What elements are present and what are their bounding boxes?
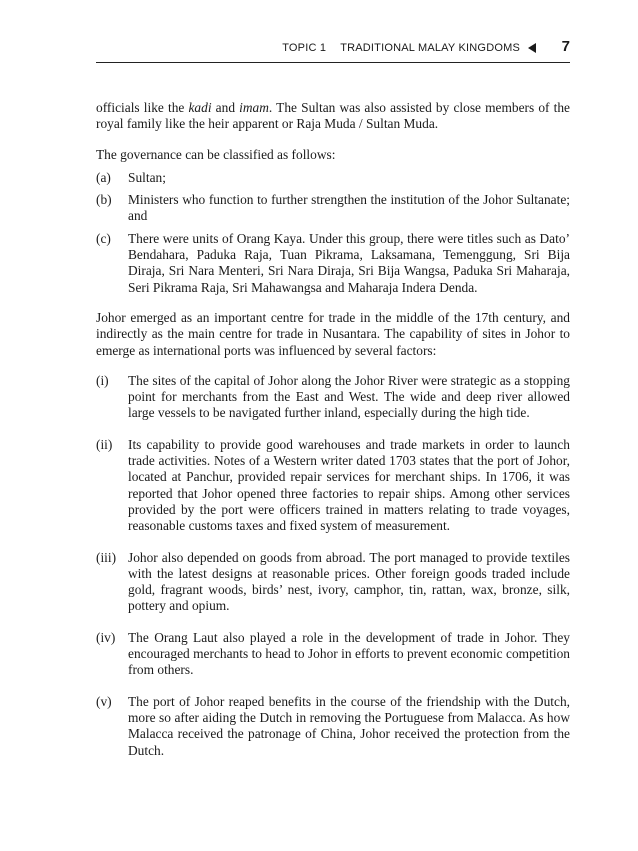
list-item-text: Ministers who function to further strengthen the institution of the Johor Sultanate; and bbox=[128, 192, 570, 224]
term-imam: imam bbox=[239, 100, 269, 115]
factors-list bbox=[96, 373, 570, 759]
list-item-text: The sites of the capital of Johor along the Johor River were strategic as a stopping point for merchants from the East and West. The wide and deep river allowed large vessels to be navigated further inland, especially during the high tide. bbox=[128, 372, 570, 421]
left-arrow-icon bbox=[528, 43, 536, 53]
header-title: TRADITIONAL MALAY KINGDOMS bbox=[340, 42, 520, 54]
list-item-text: Its capability to provide good warehouses and trade markets in order to launch trade activities. Notes of a Western writer dated 1703 states that the port of Johor, located at Panchur, provided repair services for merchant ships. In 1706, it was reported that Johor opened three factories to repair ships. Among other services provided by the port were officers trained in matters relating to trade voyages, reasonable customs taxes and fixed system of measurement. bbox=[128, 436, 570, 534]
running-header bbox=[96, 38, 570, 63]
list-marker: (ii) bbox=[96, 436, 113, 452]
paragraph: officials like the kadi and imam. The Sultan was also assisted by close members of the royal family like the heir apparent or Raja Muda / Sultan Muda. bbox=[96, 100, 570, 132]
paragraph: Johor emerged as an important centre for trade in the middle of the 17th century, and indirectly as the main centre for trade in Nusantara. The capability of sites in Johor to emerge as international ports was influenced by several factors: bbox=[96, 309, 570, 358]
list-item bbox=[96, 437, 570, 535]
list-marker: (v) bbox=[96, 693, 112, 709]
list-marker: (a) bbox=[96, 169, 111, 185]
list-item bbox=[96, 630, 570, 679]
list-item-text: Johor also depended on goods from abroad. The port managed to provide textiles with the latest designs at reasonable prices. Other foreign goods traded include gold, fragrant woods, birds’ nest, ivory, camphor, tin, rattan, wax, bronze, silk, pottery and opium. bbox=[128, 549, 570, 614]
list-marker: (b) bbox=[96, 192, 112, 208]
governance-list bbox=[96, 170, 570, 296]
list-item bbox=[96, 170, 570, 186]
list-item bbox=[96, 373, 570, 422]
list-item-text: There were units of Orang Kaya. Under this group, there were titles such as Dato’ Bendahara, Paduka Raja, Tuan Pikrama, Laksamana, Temenggung, Sri Bija Diraja, Sri Nara Menteri, Sri Nara Diraja, Sri Bija Wangsa, Paduka Sri Maharaja, Seri Pikrama Raja, Sri Mahawangsa and Maharaja Indera Denda. bbox=[128, 230, 570, 295]
list-marker: (iv) bbox=[96, 629, 116, 645]
list-marker: (c) bbox=[96, 230, 111, 246]
list-item bbox=[96, 694, 570, 759]
list-item bbox=[96, 192, 570, 225]
page-number: 7 bbox=[561, 38, 570, 55]
list-item-text: Sultan; bbox=[128, 169, 166, 185]
body-text bbox=[96, 100, 570, 774]
paragraph: The governance can be classified as follows: bbox=[96, 146, 336, 162]
list-item bbox=[96, 550, 570, 615]
header-text bbox=[282, 42, 520, 54]
list-item-text: The port of Johor reaped benefits in the course of the friendship with the Dutch, more so after aiding the Dutch in removing the Portuguese from Malacca. As how Malacca received the patronage of China, Johor received the protection from the Dutch. bbox=[128, 693, 570, 758]
header-topic: TOPIC 1 bbox=[282, 42, 327, 54]
list-marker: (iii) bbox=[96, 549, 117, 565]
list-item bbox=[96, 231, 570, 296]
list-marker: (i) bbox=[96, 372, 109, 388]
term-kadi: kadi bbox=[188, 100, 212, 115]
list-item-text: The Orang Laut also played a role in the development of trade in Johor. They encouraged merchants to head to Johor in efforts to prevent economic competition from others. bbox=[128, 629, 570, 678]
